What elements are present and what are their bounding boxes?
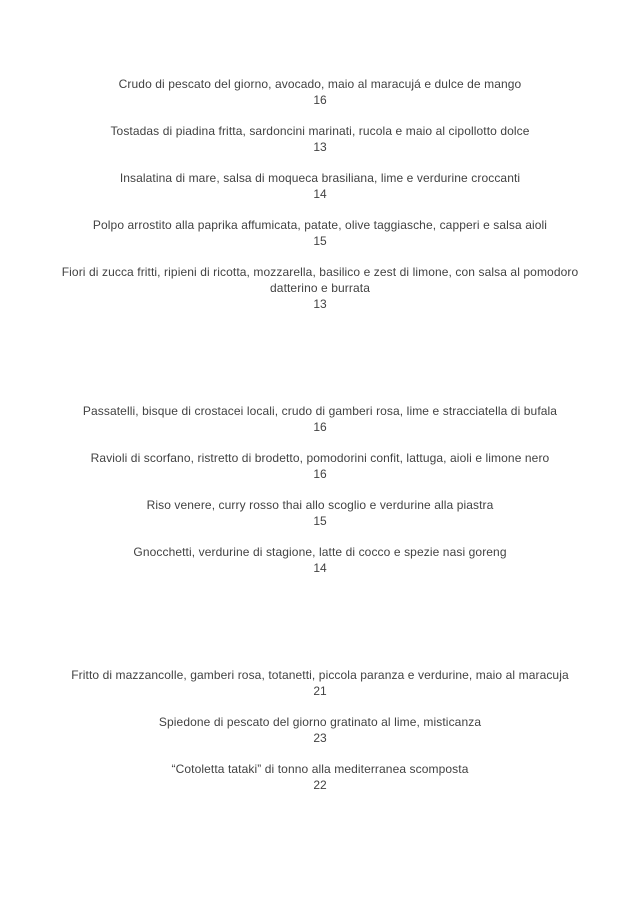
dish-name: Polpo arrostito alla paprika affumicata, patate, olive taggiasche, capperi e salsa aioli [92, 218, 548, 232]
dish-price: 13 [313, 140, 327, 154]
dish-price: 23 [313, 731, 327, 745]
menu-item [0, 497, 640, 529]
menu-section-1 [0, 76, 640, 312]
dish-price: 16 [313, 420, 327, 434]
menu-item [0, 217, 640, 249]
dish-price: 21 [313, 684, 327, 698]
dish-name: Fritto di mazzancolle, gamberi rosa, totanetti, piccola paranza e verdurine, maio al maracuja [71, 668, 569, 682]
dish-name: Ravioli di scorfano, ristretto di brodetto, pomodorini confit, lattuga, aioli e limone nero [90, 451, 550, 465]
dish-price: 14 [313, 561, 327, 575]
dish-name: Insalatina di mare, salsa di moqueca brasiliana, lime e verdurine croccanti [119, 171, 521, 185]
menu-section-3 [0, 667, 640, 793]
dish-price: 22 [313, 778, 327, 792]
dish-name: Fiori di zucca fritti, ripieni di ricotta, mozzarella, basilico e zest di limone, con salsa al pomodoro datterino e burrata [61, 265, 579, 295]
dish-name: Gnocchetti, verdurine di stagione, latte di cocco e spezie nasi goreng [133, 545, 507, 559]
menu-item [0, 123, 640, 155]
menu-item [0, 264, 640, 312]
dish-name: Crudo di pescato del giorno, avocado, maio al maracujá e dulce de mango [118, 77, 522, 91]
menu-section-2 [0, 403, 640, 576]
menu-item [0, 761, 640, 793]
menu-item [0, 544, 640, 576]
dish-price: 15 [313, 514, 327, 528]
dish-name: Tostadas di piadina fritta, sardoncini marinati, rucola e maio al cipollotto dolce [110, 124, 530, 138]
dish-price: 15 [313, 234, 327, 248]
menu-item [0, 714, 640, 746]
dish-price: 14 [313, 187, 327, 201]
menu-item [0, 76, 640, 108]
menu-item [0, 450, 640, 482]
dish-name: Riso venere, curry rosso thai allo scoglio e verdurine alla piastra [146, 498, 494, 512]
dish-price: 16 [313, 93, 327, 107]
dish-name: Passatelli, bisque di crostacei locali, crudo di gamberi rosa, lime e stracciatella di bufala [82, 404, 558, 418]
dish-price: 13 [313, 297, 327, 311]
menu-item [0, 667, 640, 699]
dish-price: 16 [313, 467, 327, 481]
menu-item [0, 403, 640, 435]
menu-item [0, 170, 640, 202]
dish-name: Spiedone di pescato del giorno gratinato al lime, misticanza [158, 715, 482, 729]
dish-name: “Cotoletta tataki” di tonno alla mediterranea scomposta [171, 762, 469, 776]
